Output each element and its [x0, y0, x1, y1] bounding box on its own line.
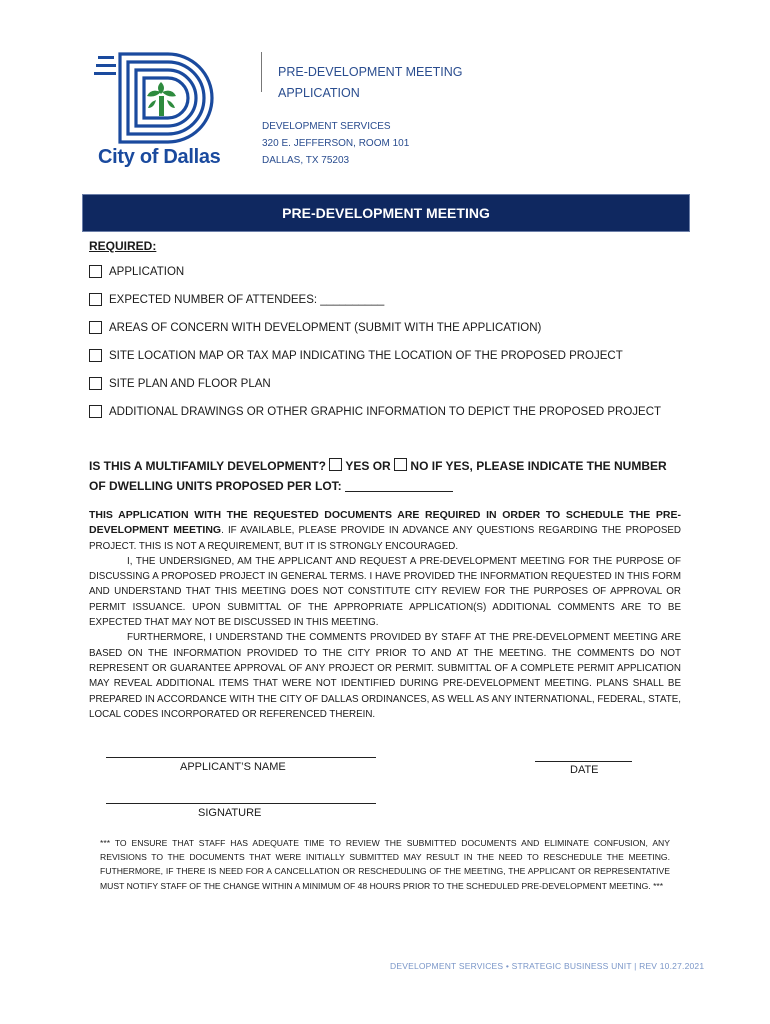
checkbox[interactable] [89, 321, 102, 334]
checkbox[interactable] [89, 349, 102, 362]
signature-field[interactable] [106, 803, 376, 804]
checklist-item[interactable] [89, 349, 623, 362]
checkbox[interactable] [89, 293, 102, 306]
required-heading: REQUIRED: [89, 239, 157, 253]
date-field[interactable] [535, 761, 632, 762]
checkbox[interactable] [89, 405, 102, 418]
yes-checkbox[interactable] [329, 458, 342, 471]
address-line2: DALLAS, TX 75203 [262, 155, 350, 166]
dwelling-units-field[interactable] [345, 479, 453, 492]
terms-intro: . IF AVAILABLE, PLEASE PROVIDE IN ADVANCE ANY QUESTIONS REGARDING THE PROPOSED PROJECT. THIS IS NOT A REQUIREMENT, BUT IT IS STRONGLY ENCOURAGED. [89, 525, 681, 552]
address-line1: 320 E. JEFFERSON, ROOM 101 [262, 138, 410, 149]
rescheduling-note: *** TO ENSURE THAT STAFF HAS ADEQUATE TIME TO REVIEW THE SUBMITTED DOCUMENTS AND ELIMINATE CONFUSION, ANY REVISIONS TO THE DOCUMENTS THAT WERE INITIALLY SUBMITTED MAY RESULT IN THE NEED TO RESCHEDULE THE MEETING. FUTHERMORE, IF THERE IS NEED FOR A CANCELLATION OR RESCHEDULING OF THE MEETING, THE APPLICANT OR REPRESENTATIVE MUST NOTIFY STAFF OF THE CHANGE WITHIN A MINIMUM OF 48 HOURS PRIOR TO THE SCHEDULED PRE-DEVELOPMENT MEETING. *** [100, 838, 670, 891]
checkbox[interactable] [89, 377, 102, 390]
multifamily-label: IS THIS A MULTIFAMILY DEVELOPMENT? [89, 459, 326, 473]
checklist-item[interactable] [89, 265, 184, 278]
date-label: DATE [570, 764, 599, 776]
department-name: DEVELOPMENT SERVICES [262, 121, 391, 132]
checklist-item[interactable] [89, 405, 661, 418]
dwelling-units-label: OF DWELLING UNITS PROPOSED PER LOT: [89, 479, 342, 493]
terms-paragraph-3: FURTHERMORE, I UNDERSTAND THE COMMENTS PROVIDED BY STAFF AT THE PRE-DEVELOPMENT MEETING ARE BASED ON THE INFORMATION PROVIDED TO THE CITY PRIOR TO AND AT THE MEETING. THE COMMENTS DO NOT REPRESENT OR GUARANTEE APPROVAL OF ANY PROJECT OR PERMIT. SUBMITTAL OF A COMPLETE PERMIT APPLICATION MAY REVEAL ADDITIONAL ITEMS THAT WERE NOT IDENTIFIED DURING PRE-DEVELOPMENT MEETING. PLANS SHALL BE PREPARED IN ACCORDANCE WITH THE CITY OF DALLAS ORDINANCES, AS WELL AS ANY INTERNATIONAL, FEDERAL, STATE, LOCAL CODES INCORPORATED OR REFERENCED THEREIN. [89, 632, 681, 720]
logo-text: City of Dallas [98, 146, 221, 168]
header-divider [261, 52, 262, 92]
page-footer: DEVELOPMENT SERVICES • STRATEGIC BUSINESS UNIT | REV 10.27.2021 [390, 961, 705, 971]
checklist-label: APPLICATION [109, 265, 185, 278]
checkbox[interactable] [89, 265, 102, 278]
checklist-item[interactable] [89, 321, 541, 334]
multifamily-question [89, 456, 689, 496]
form-title [278, 62, 463, 104]
checklist-label: SITE PLAN AND FLOOR PLAN [109, 377, 271, 390]
terms-text [89, 508, 681, 722]
no-label: NO IF YES, PLEASE INDICATE THE NUMBER [410, 459, 667, 473]
checklist-label: ADDITIONAL DRAWINGS OR OTHER GRAPHIC INFORMATION TO DEPICT THE PROPOSED PROJECT [109, 405, 662, 418]
terms-paragraph-2: I, THE UNDERSIGNED, AM THE APPLICANT AND REQUEST A PRE-DEVELOPMENT MEETING FOR THE PURPOSE OF DISCUSSING A PROPOSED PROJECT IN GENERAL TERMS. I HAVE PROVIDED THE INFORMATION REQUESTED IN THIS FORM AND UNDERSTAND THAT THIS MEETING DOES NOT CONSTITUTE CITY REVIEW FOR THE PURPOSES OF APPROVAL OR PERMIT ISSUANCE. UPON SUBMITTAL OF THE APPROPRIATE APPLICATION(S) ADDITIONAL COMMENTS ARE TO BE EXPECTED THAT MAY NOT BE DISCUSSED IN THIS MEETING. [89, 555, 681, 629]
yes-label: YES OR [345, 459, 391, 473]
checklist-label: SITE LOCATION MAP OR TAX MAP INDICATING THE LOCATION OF THE PROPOSED PROJECT [109, 349, 623, 362]
checklist-label: EXPECTED NUMBER OF ATTENDEES: __________ [109, 293, 385, 306]
form-title-line1: PRE-DEVELOPMENT MEETING [278, 65, 463, 79]
no-checkbox[interactable] [394, 458, 407, 471]
checklist-item[interactable] [89, 377, 271, 390]
applicant-name-field[interactable] [106, 757, 376, 758]
section-banner: PRE-DEVELOPMENT MEETING [82, 194, 690, 232]
checklist-item[interactable] [89, 293, 384, 306]
department-address [262, 118, 409, 169]
signature-label: SIGNATURE [198, 807, 262, 819]
form-title-line2: APPLICATION [278, 86, 360, 100]
applicant-name-label: APPLICANT’S NAME [180, 761, 286, 773]
terms-intro-bold: THIS APPLICATION WITH THE REQUESTED DOCUMENTS ARE REQUIRED IN ORDER TO SCHEDULE THE PRE-DEVELOPMENT MEETING [89, 509, 681, 537]
checklist-label: AREAS OF CONCERN WITH DEVELOPMENT (SUBMIT WITH THE APPLICATION) [109, 321, 542, 334]
